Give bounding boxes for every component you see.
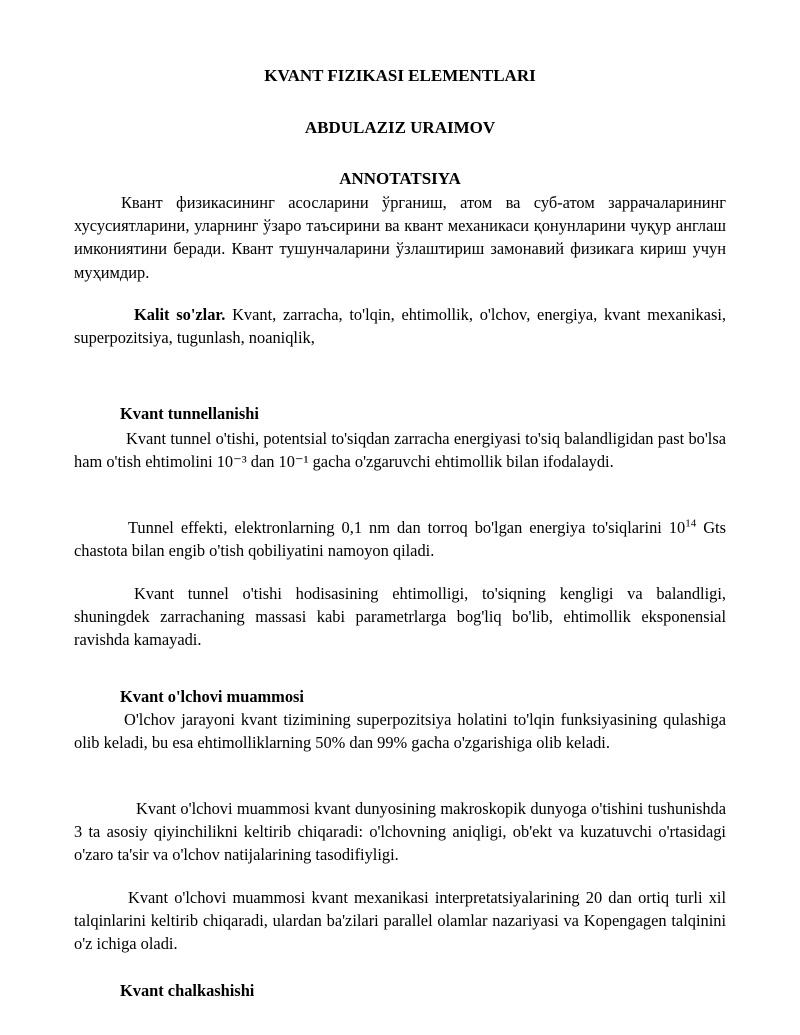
measurement-paragraph-3: Kvant o'lchovi muammosi kvant mexanikasi interpretatsiyalarining 20 dan ortiq turli xil talqinlarini keltirib chiqaradi, ulardan ba'zilari parallel olamlar nazariyasi va Kopengagen talqinini o'z ichiga oladi. <box>74 888 726 954</box>
section-heading-measurement: Kvant o'lchovi muammosi <box>120 687 304 706</box>
section-heading-entanglement: Kvant chalkashishi <box>120 981 255 1000</box>
document-title: KVANT FIZIKASI ELEMENTLARI <box>264 66 536 85</box>
annotation-paragraph: Квант физикасининг асосларини ўрганиш, атом ва суб-атом заррачаларининг хусусиятларини, уларнинг ўзаро таъсирини ва квант механикаси қонунларини чуқур англаш имкониятини беради. Квант тушунчаларини ўзлаштириш замонавий физикага кириш учун муҳимдир. <box>74 193 726 282</box>
tunneling-p2-exponent: 14 <box>685 517 697 530</box>
measurement-paragraph-1: O'lchov jarayoni kvant tizimining superpozitsiya holatini to'lqin funksiyasining qulashiga olib keladi, bu esa ehtimolliklarning 50% dan 99% gacha o'zgarishiga olib keladi. <box>74 710 726 753</box>
annotation-heading: ANNOTATSIYA <box>339 169 461 188</box>
section-heading-tunneling: Kvant tunnellanishi <box>120 404 259 423</box>
tunneling-paragraph-1: Kvant tunnel o'tishi, potentsial to'siqdan zarracha energiyasi to'siq balandligidan past bo'lsa ham o'tish ehtimolini 10⁻³ dan 10⁻¹ gacha o'zgaruvchi ehtimollik bilan ifodalaydi. <box>74 429 726 472</box>
tunneling-paragraph-3: Kvant tunnel o'tishi hodisasining ehtimolligi, to'siqning kengligi va balandligi, shuningdek zarrachaning massasi kabi parametrlarga bog'liq bo'lib, ehtimollik eksponensial ravishda kamayadi. <box>74 584 726 650</box>
keywords-label: Kalit so'zlar. <box>134 305 226 324</box>
keywords-paragraph <box>74 303 726 349</box>
keywords-text: Kvant, zarracha, to'lqin, ehtimollik, o'lchov, energiya, kvant mexanikasi, superpozitsiya, tugunlash, noaniqlik, <box>74 305 726 348</box>
author-name: ABDULAZIZ URAIMOV <box>304 118 496 137</box>
tunneling-p2-text-a: Tunnel effekti, elektronlarning 0,1 nm dan torroq bo'lgan energiya to'siqlarini 10 <box>128 518 686 537</box>
tunneling-paragraph-2 <box>74 516 726 562</box>
tunneling-p2-text-b: Gts chastota bilan engib o'tish qobiliyatini namoyon qiladi. <box>74 518 726 561</box>
measurement-paragraph-2: Kvant o'lchovi muammosi kvant dunyosining makroskopik dunyoga o'tishini tushunishda 3 ta asosiy qiyinchilikni keltirib chiqaradi: o'lchovning aniqligi, ob'ekt va kuzatuvchi o'rtasidagi o'zaro ta'sir va o'lchov natijalarining tasodifiyligi. <box>74 799 726 865</box>
